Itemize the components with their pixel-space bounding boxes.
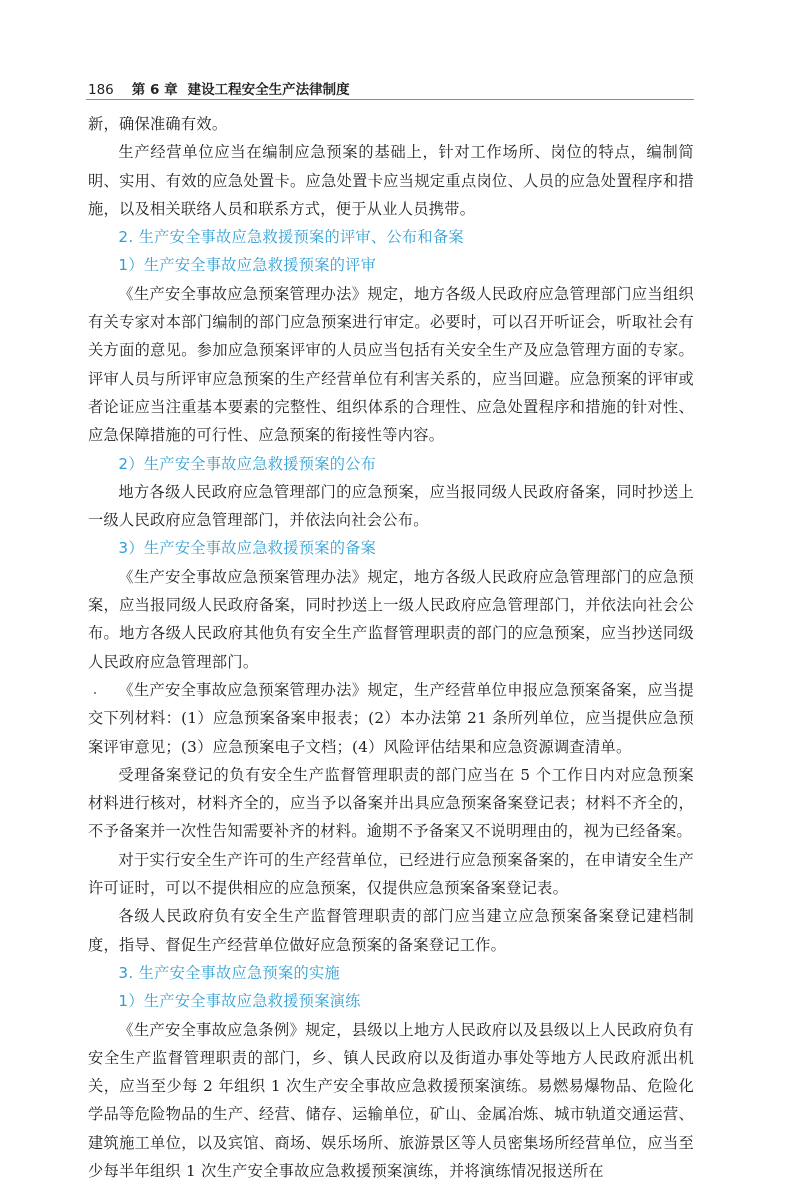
body-paragraph: 《生产安全事故应急条例》规定，县级以上地方人民政府以及县级以上人民政府负有安全生产监督管理职责的部门，乡、镇人民政府以及街道办事处等地方人民政府派出机关，应当至少每 2 年组织 1 次生产安全事故应急救援预案演练。易燃易爆物品、危险化学品等危险物品的生产、经营、储存、运输单位，矿山、金属冶炼、城市轨道交通运营、建筑施工单位，以及宾馆、商场、娱乐场所、旅游景区等人员密集场所经营单位，应当至少每半年组织 1 次生产安全事故应急救援预案演练，并将演练情况报送所在 — [88, 1016, 694, 1185]
subsection-heading: 2）生产安全事故应急救援预案的公布 — [88, 450, 694, 478]
body-paragraph: 受理备案登记的负有安全生产监督管理职责的部门应当在 5 个工作日内对应急预案材料进行核对，材料齐全的，应当予以备案并出具应急预案备案登记表；材料不齐全的，不予备案并一次性告知需要补齐的材料。逾期不予备案又不说明理由的，视为已经备案。 — [88, 761, 694, 846]
body-paragraph: 各级人民政府负有安全生产监督管理职责的部门应当建立应急预案备案登记建档制度，指导、督促生产经营单位做好应急预案的备案登记工作。 — [88, 902, 694, 959]
body-paragraph: 地方各级人民政府应急管理部门的应急预案，应当报同级人民政府备案，同时抄送上一级人民政府应急管理部门，并依法向社会公布。 — [88, 478, 694, 535]
body-paragraph: 《生产安全事故应急预案管理办法》规定，生产经营单位申报应急预案备案，应当提交下列材料：(1）应急预案备案申报表；(2）本办法第 21 条所列单位，应当提供应急预案评审意见；(3）应急预案电子文档；(4）风险评估结果和应急资源调查清单。 — [88, 676, 694, 761]
body-paragraph: 《生产安全事故应急预案管理办法》规定，地方各级人民政府应急管理部门的应急预案，应当报同级人民政府备案，同时抄送上一级人民政府应急管理部门，并依法向社会公布。地方各级人民政府其他负有安全生产监督管理职责的部门的应急预案，应当抄送同级人民政府应急管理部门。 — [88, 563, 694, 676]
body-paragraph: 新，确保准确有效。 — [88, 110, 694, 138]
header-rule — [86, 99, 694, 100]
stray-mark — [94, 692, 96, 694]
subsection-heading: 1）生产安全事故应急救援预案的评审 — [88, 251, 694, 279]
body-text — [88, 110, 694, 1185]
body-paragraph: 《生产安全事故应急预案管理办法》规定，地方各级人民政府应急管理部门应当组织有关专家对本部门编制的部门应急预案进行审定。必要时，可以召开听证会，听取社会有关方面的意见。参加应急预案评审的人员应当包括有关安全生产及应急管理方面的专家。评审人员与所评审应急预案的生产经营单位有利害关系的，应当回避。应急预案的评审或者论证应当注重基本要素的完整性、组织体系的合理性、应急处置程序和措施的针对性、应急保障措施的可行性、应急预案的衔接性等内容。 — [88, 280, 694, 450]
running-header — [88, 76, 694, 98]
chapter-label: 第 6 章 — [132, 78, 178, 98]
subsection-heading: 3）生产安全事故应急救援预案的备案 — [88, 534, 694, 562]
body-paragraph: 生产经营单位应当在编制应急预案的基础上，针对工作场所、岗位的特点，编制简明、实用、有效的应急处置卡。应急处置卡应当规定重点岗位、人员的应急处置程序和措施，以及相关联络人员和联系方式，便于从业人员携带。 — [88, 138, 694, 223]
page-number: 186 — [88, 82, 114, 98]
body-paragraph: 对于实行安全生产许可的生产经营单位，已经进行应急预案备案的，在申请安全生产许可证时，可以不提供相应的应急预案，仅提供应急预案备案登记表。 — [88, 846, 694, 903]
section-heading: 3. 生产安全事故应急预案的实施 — [88, 959, 694, 987]
subsection-heading: 1）生产安全事故应急救援预案演练 — [88, 987, 694, 1015]
chapter-title: 建设工程安全生产法律制度 — [188, 78, 350, 98]
section-heading: 2. 生产安全事故应急救援预案的评审、公布和备案 — [88, 223, 694, 251]
